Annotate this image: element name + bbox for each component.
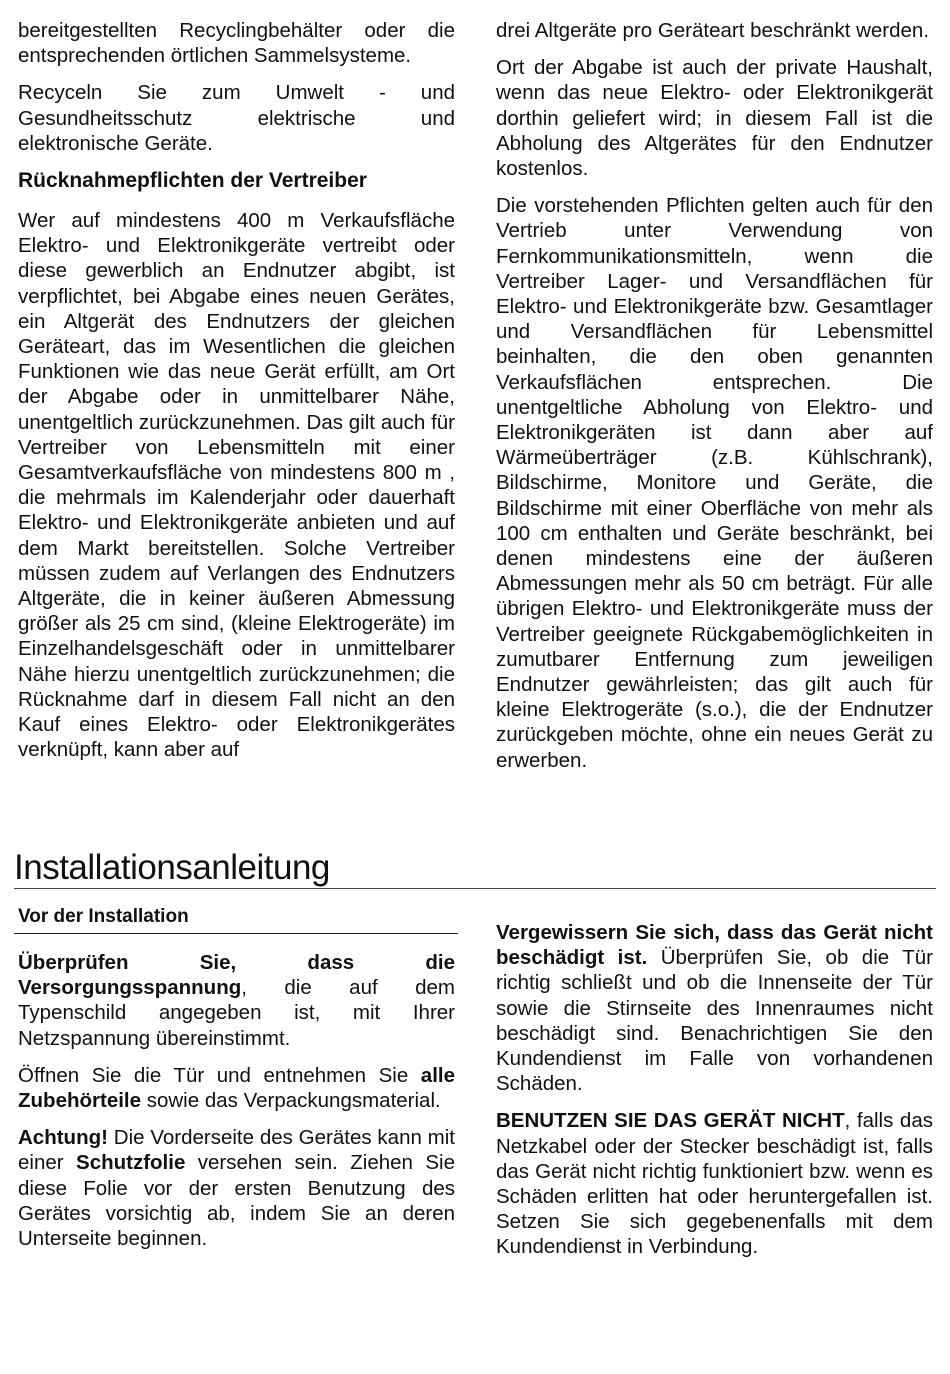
do-not-use-text: , falls das Netzkabel oder der Stecker beschädigt ist, falls das Gerät nicht richtig funktioniert bzw. wenn es Schäden erlitten hat oder heruntergefallen ist. Setzen Sie sich gegebenenfalls mit dem Kundendienst in Verbindung. [496,1109,933,1259]
right-column-bottom [496,920,933,1272]
protective-film-text-b: versehen sein. Ziehen Sie diese Folie vor der ersten Benutzung des Gerätes vorsichtig ab, indem Sie an deren Unterseite beginnen. [18,1151,455,1251]
paragraph-do-not-use [496,1108,933,1259]
do-not-use-bold: BENUTZEN SIE DAS GERÄT NICHT [496,1109,845,1133]
paragraph-remote-sales: Die vorstehenden Pflichten gelten auch für den Vertrieb unter Verwendung von Fernkommunikationsmitteln, wenn die Vertreiber Lager- und Versandflächen für Elektro- und Elektronikgeräte bzw. Gesamtlager und Versandflächen für Lebensmittel beinhalten, die den oben genannten Verkaufsflächen entsprechen. Die unentgeltliche Abholung von Elektro- und Elektronikgeräten ist dann aber auf Wärmeüberträger (z.B. Kühlschrank), Bildschirme, Monitore und Geräte, die Bildschirme mit einer Oberfläche von mehr als 100 cm enthalten und Geräte beschränkt, bei denen mindestens eine der äußeren Abmessungen mehr als 50 cm beträgt. Für alle übrigen Elektro- und Elektronikgeräte muss der Vertreiber geeignete Rückgabemöglichkeiten in zumutbarer Entfernung zum jeweiligen Endnutzer gewährleisten; das gilt auch für kleine Elektrogeräte (s.o.), die der Endnutzer zurückgeben möchte, ohne ein neues Gerät zu erwerben. [496,194,933,772]
check-damage-text: Überprüfen Sie, ob die Tür richtig schließt und ob die Innenseite der Tür sowie die Stirnseite des Innenraumes nicht beschädigt sind. Benachrichtigen Sie den Kundendienst im Falle von vorhandenen Schäden. [496,946,933,1096]
paragraph-private-household: Ort der Abgabe ist auch der private Haushalt, wenn das neue Elektro- oder Elektronikgerät dorthin geliefert wird; in diesem Fall ist die Abholung des Altgerätes für den Endnutzer kostenlos. [496,56,933,181]
check-voltage-bold: Überprüfen Sie, dass die Versorgungsspannung [18,951,455,1000]
remove-accessories-text-a: Öffnen Sie die Tür und entnehmen Sie [18,1063,421,1087]
paragraph-return-obligations: Wer auf mindestens 400 m Verkaufsfläche Elektro- und Elektronikgeräte vertreibt oder diese gewerblich an Endnutzer abgibt, ist verpflichtet, bei Abgabe eines neuen Gerätes, ein Altgerät des Endnutzers der gleichen Geräteart, das im Wesentlichen die gleichen Funktionen wie das neue Gerät erfüllt, am Ort der Abgabe oder in unmittelbarer Nähe, unentgeltlich zurückzunehmen. Das gilt auch für Vertreiber von Lebensmitteln mit einer Gesamtverkaufsfläche von mindestens 800 m , die mehrmals im Kalenderjahr oder dauerhaft Elektro- und Elektronikgeräte anbieten und auf dem Markt bereitstellen. Solche Vertreiber müssen zudem auf Verlangen des Endnutzers Altgeräte, die in keiner äußeren Abmessung größer als 25 cm sind, (kleine Elektrogeräte) im Einzelhandelsgeschäft oder in unmittelbarer Nähe hierzu unentgeltlich zurückzunehmen; die Rücknahme darf in diesem Fall nicht an den Kauf eines Elektro- oder Elektronikgerätes verknüpft, kann aber auf [18,209,455,762]
subsection-divider [14,933,458,934]
right-column-top [496,18,933,785]
paragraph-remove-accessories [18,1063,455,1113]
protective-film-bold: Schutzfolie [76,1151,186,1175]
paragraph-protective-film [18,1125,455,1251]
attention-bold: Achtung! [18,1126,108,1150]
paragraph-recycle-devices: Recyceln Sie zum Umwelt - und Gesundheitsschutz elektrische und elektronische Geräte. [18,81,455,155]
paragraph-check-damage [496,920,933,1096]
left-column-bottom [18,950,455,1263]
section-title-installation: Installationsanleitung [14,848,330,887]
section-divider [14,888,936,889]
check-voltage-text: , die auf dem Typenschild angegeben ist, mit Ihrer Netzspannung übereinstimmt. [18,976,455,1050]
subsection-title-before-installation: Vor der Installation [18,906,189,927]
remove-accessories-bold: alle Zubehörteile [18,1063,455,1113]
protective-film-text-a: Die Vorderseite des Gerätes kann mit einer [18,1126,455,1175]
check-damage-bold: Vergewissern Sie sich, dass das Gerät nicht beschädigt ist. [496,921,933,970]
remove-accessories-text-b: sowie das Verpackungsmaterial. [141,1089,441,1113]
left-column-top [18,18,455,774]
paragraph-check-voltage [18,950,455,1051]
heading-return-obligations: Rücknahmepflichten der Vertreiber [18,169,367,193]
paragraph-three-devices-limit: drei Altgeräte pro Geräteart beschränkt werden. [496,19,930,42]
paragraph-recycling-containers: bereitgestellten Recyclingbehälter oder die entsprechenden örtlichen Sammelsysteme. [18,19,455,68]
